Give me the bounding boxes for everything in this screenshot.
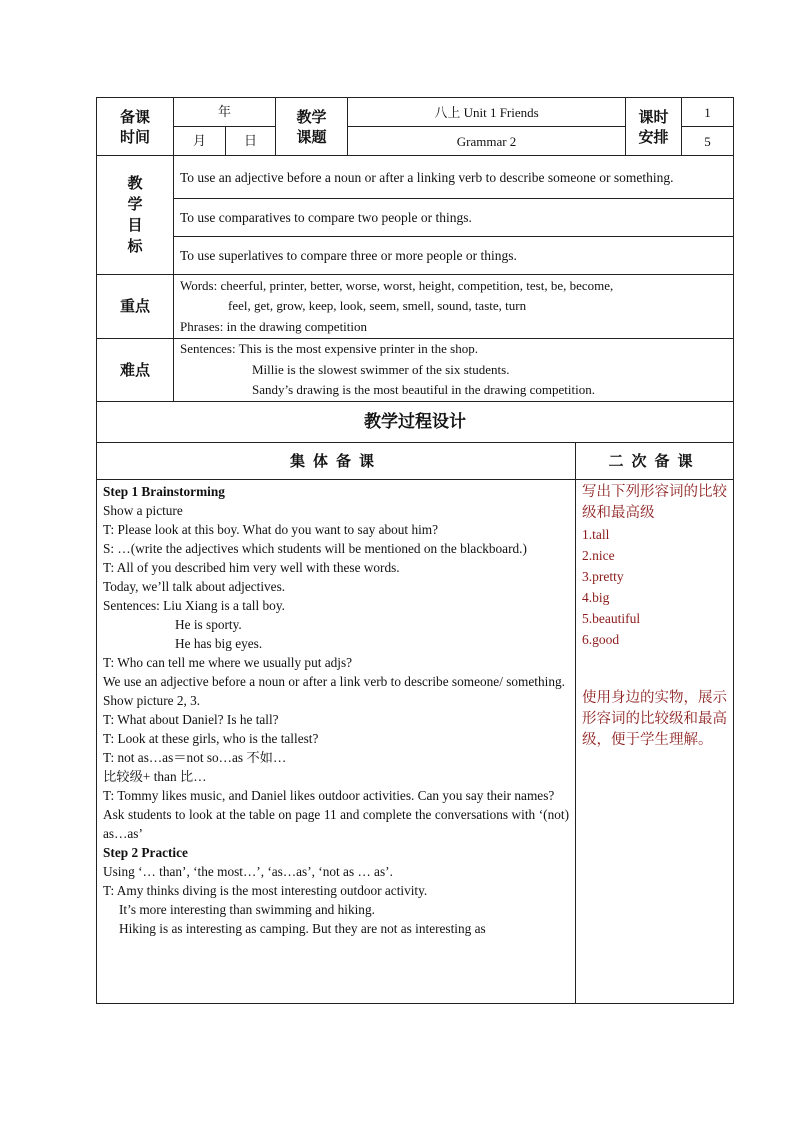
text-line: 比较级+ than 比… [103,769,207,784]
list-item: 4.big [582,590,610,605]
list-item: 2.nice [582,548,615,563]
objective-3: To use superlatives to compare three or more people or things. [174,237,734,275]
text-line: He has big eyes. [175,636,263,651]
objectives-label: 教学目标 [97,156,174,275]
key-phrases: Phrases: in the drawing competition [180,318,368,334]
objective-2: To use comparatives to compare two people or things. [174,199,734,237]
text-line: T: Look at these girls, who is the tallest? [103,731,319,746]
year-cell: 年 [174,98,276,127]
schedule-bottom: 5 [682,127,734,156]
text-line: T: Who can tell me where we usually put adjs? [103,655,353,670]
text-line: We use an adjective before a noun or after a link verb to describe someone/ something. [103,674,565,689]
topic-sub: Grammar 2 [348,127,626,156]
key-points-content [174,275,734,339]
key-words-line2: feel, get, grow, keep, look, seem, smell, sound, taste, turn [228,298,527,314]
day-cell: 日 [226,127,276,156]
side-note-2: 使用身边的实物，展示形容词的比较级和最高级，便于学生理解。 [582,690,728,748]
text-line: S: …(write the adjectives which students will be mentioned on the blackboard.) [103,541,527,556]
lesson-plan-sheet [96,97,733,1004]
text-line: Using ‘… than’, ‘the most…’, ‘as…as’, ‘not as … as’. [103,864,393,879]
topic-label: 教学课题 [276,98,348,156]
text-line: Today, we’ll talk about adjectives. [103,579,286,594]
step2-heading: Step 2 Practice [103,845,188,860]
difficulties-label: 难点 [97,339,174,402]
text-line: Sentences: Liu Xiang is a tall boy. [103,598,285,613]
difficulty-line3: Sandy’s drawing is the most beautiful in the drawing competition. [252,382,596,398]
difficulty-line1: Sentences: This is the most expensive printer in the shop. [180,341,478,357]
text-line: He is sporty. [175,617,242,632]
secondary-content [576,480,734,1004]
topic-title: 八上 Unit 1 Friends [348,98,626,127]
side-note-1: 写出下列形容词的比较级和最高级 [582,484,728,521]
text-line: Show picture 2, 3. [103,693,201,708]
key-points-label: 重点 [97,275,174,339]
difficulty-line2: Millie is the slowest swimmer of the six students. [252,361,510,377]
secondary-header: 二次备课 [576,443,734,480]
list-item: 3.pretty [582,569,624,584]
process-title: 教学过程设计 [97,402,734,443]
text-line: T: All of you described him very well with these words. [103,560,400,575]
text-line: T: Amy thinks diving is the most interesting outdoor activity. [103,883,428,898]
step1-heading: Step 1 Brainstorming [103,484,225,499]
schedule-label: 课时安排 [626,98,682,156]
month-cell: 月 [174,127,226,156]
text-line: Show a picture [103,503,183,518]
text-line: T: Please look at this boy. What do you want to say about him? [103,522,439,537]
text-line: T: Tommy likes music, and Daniel likes outdoor activities. Can you say their names? [103,788,555,803]
objective-1: To use an adjective before a noun or after a linking verb to describe someone or something. [174,156,734,199]
collective-header: 集体备课 [97,443,576,480]
list-item: 5.beautiful [582,611,641,626]
list-item: 1.tall [582,527,610,542]
key-words-line1: Words: cheerful, printer, better, worse, worst, height, competition, test, be, become, [180,277,614,293]
list-item: 6.good [582,632,620,647]
prep-time-label: 备课时间 [97,98,174,156]
text-line: Hiking is as interesting as camping. But they are not as interesting as [119,921,486,936]
collective-content [97,480,576,1004]
text-line: T: What about Daniel? Is he tall? [103,712,279,727]
text-line: T: not as…as＝not so…as 不如… [103,750,287,765]
difficulties-content [174,339,734,402]
side-list [582,524,727,650]
lesson-plan-table [96,97,734,1004]
text-line: It’s more interesting than swimming and hiking. [119,902,375,917]
schedule-top: 1 [682,98,734,127]
text-line: Ask students to look at the table on page 11 and complete the conversations with ‘(not) as…as’ [103,807,570,841]
